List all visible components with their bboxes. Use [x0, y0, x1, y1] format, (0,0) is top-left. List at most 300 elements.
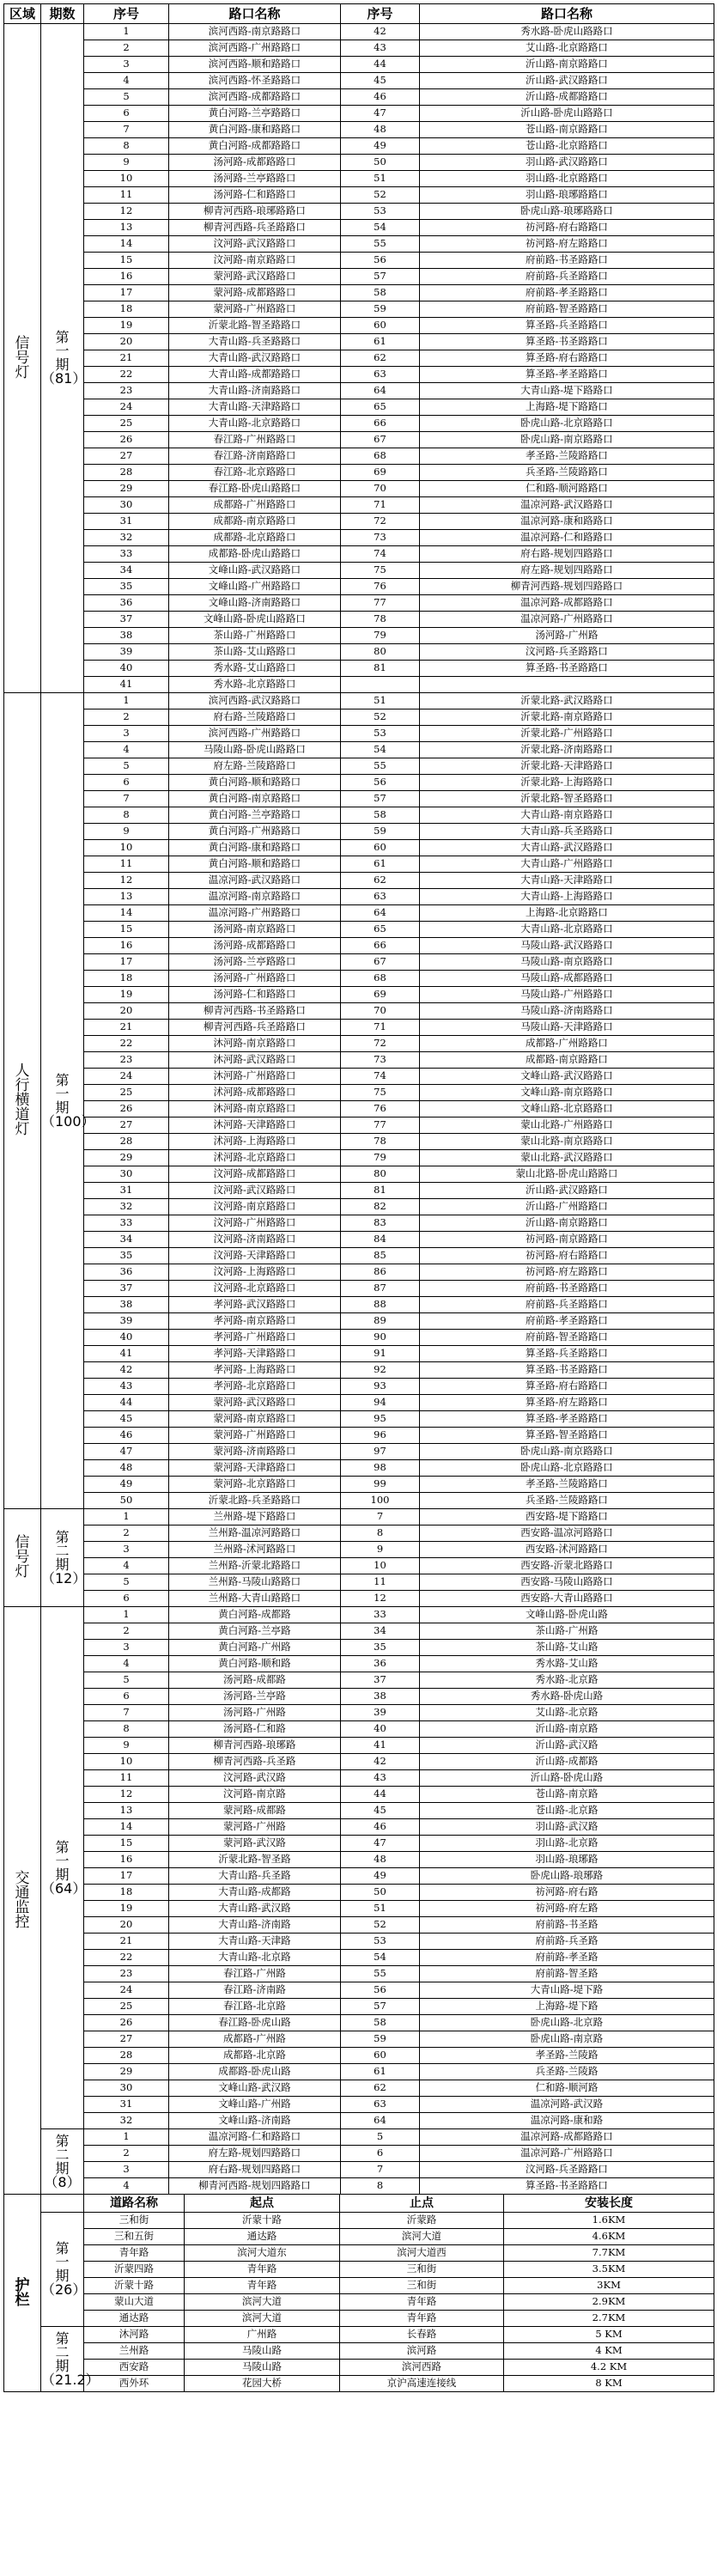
- table-row: [4, 138, 714, 155]
- row-number: 65: [341, 922, 420, 938]
- intersection-name: 文峰山路-广州路: [169, 2097, 341, 2113]
- intersection-name: 大青山路-广州路路口: [420, 856, 714, 873]
- table-row: [4, 1477, 714, 1493]
- row-number: 5: [341, 2129, 420, 2146]
- intersection-name: 府前路-兵圣路路口: [420, 1297, 714, 1313]
- table-row: [4, 1917, 714, 1934]
- table-row: [4, 1346, 714, 1362]
- row-number: 7: [341, 2162, 420, 2178]
- row-number: 59: [341, 824, 420, 840]
- table-row: [4, 448, 714, 465]
- empty-cell: [420, 677, 714, 693]
- intersection-name: 府前路-智圣路路口: [420, 1330, 714, 1346]
- intersection-name: 秀水路-艾山路路口: [169, 661, 341, 677]
- intersection-name: 孝河路-上海路路口: [169, 1362, 341, 1379]
- end-point: 青年路: [340, 2294, 504, 2311]
- period-label: 第 一 期: [55, 1838, 70, 1883]
- row-number: 77: [341, 1117, 420, 1134]
- row-number: 22: [84, 1036, 169, 1052]
- row-number: 29: [84, 2064, 169, 2080]
- row-number: 60: [341, 2048, 420, 2064]
- row-number: 2: [84, 40, 169, 57]
- intersection-name: 汤河路-兰亭路路口: [169, 954, 341, 971]
- intersection-name: 茶山路-广州路路口: [169, 628, 341, 644]
- table-row: [4, 1885, 714, 1901]
- intersection-name: 温凉河路-康和路: [420, 2113, 714, 2129]
- intersection-name: 柳青河西路-琅琊路路口: [169, 204, 341, 220]
- intersection-name: 沂蒙北路-智圣路路口: [169, 318, 341, 334]
- intersection-name: 黄白河路-兰亭路路口: [169, 106, 341, 122]
- row-number: 20: [84, 334, 169, 350]
- intersection-name: 滨河西路-怀圣路路口: [169, 73, 341, 89]
- row-number: 8: [84, 138, 169, 155]
- table-row: [4, 693, 714, 709]
- intersection-name: 算圣路-孝圣路路口: [420, 367, 714, 383]
- table-row: [4, 1607, 714, 1623]
- row-number: 24: [84, 1069, 169, 1085]
- table-row: [4, 1150, 714, 1166]
- end-point: 青年路: [340, 2311, 504, 2327]
- intersection-name: 祊河路-府右路: [420, 1885, 714, 1901]
- intersection-name: 秀水路-北京路: [420, 1672, 714, 1689]
- row-number: 17: [84, 285, 169, 301]
- intersection-name: 蒙河路-广州路: [169, 1819, 341, 1836]
- intersection-name: 算圣路-兵圣路路口: [420, 318, 714, 334]
- row-number: 7: [84, 1705, 169, 1721]
- row-number: 89: [341, 1313, 420, 1330]
- row-number: 39: [84, 1313, 169, 1330]
- table-row: [4, 1166, 714, 1183]
- intersection-name: 成都路-南京路路口: [420, 1052, 714, 1069]
- intersection-name: 孝圣路-兰陵路路口: [420, 1477, 714, 1493]
- guardrail-table: [3, 2194, 714, 2392]
- row-number: 14: [84, 1819, 169, 1836]
- row-number: 22: [84, 367, 169, 383]
- row-number: 64: [341, 383, 420, 399]
- row-number: 2: [84, 2146, 169, 2162]
- table-row: [4, 1313, 714, 1330]
- intersection-name: 卧虎山路-北京路路口: [420, 416, 714, 432]
- header-name-right: 路口名称: [420, 4, 714, 24]
- intersection-name: 温凉河路-南京路路口: [169, 889, 341, 905]
- table-row: [4, 1264, 714, 1281]
- table-row: [4, 334, 714, 350]
- area-cell: [4, 2195, 41, 2392]
- intersection-name: 温凉河路-成都路路口: [420, 2129, 714, 2146]
- intersection-name: 柳青河西路-规划四路路口: [420, 579, 714, 595]
- table-row: [4, 709, 714, 726]
- row-number: 18: [84, 971, 169, 987]
- guardrail-row: [4, 2327, 714, 2343]
- area-cell: [4, 24, 41, 693]
- intersection-name: 汶河路-武汉路路口: [169, 1183, 341, 1199]
- table-row: [4, 1852, 714, 1868]
- table-row: [4, 2162, 714, 2178]
- intersection-name: 文峰山路-济南路路口: [169, 595, 341, 612]
- row-number: 53: [341, 204, 420, 220]
- intersection-name: 蒙河路-南京路路口: [169, 1411, 341, 1428]
- table-row: [4, 530, 714, 546]
- intersection-name: 柳青河西路-书圣路路口: [169, 1003, 341, 1020]
- guardrail-row: [4, 2262, 714, 2278]
- period-label: 第 二 期: [55, 2132, 70, 2177]
- table-row: [4, 481, 714, 497]
- intersection-name: 西安路-沂蒙北路路口: [420, 1558, 714, 1574]
- table-row: [4, 873, 714, 889]
- intersection-name: 大青山路-天津路路口: [420, 873, 714, 889]
- row-number: 55: [341, 758, 420, 775]
- intersection-name: 卧虎山路-北京路路口: [420, 1460, 714, 1477]
- row-number: 93: [341, 1379, 420, 1395]
- table-row: [4, 791, 714, 807]
- intersection-name: 卧虎山路-南京路: [420, 2031, 714, 2048]
- table-row: [4, 1999, 714, 2015]
- start-point: 滨河大道: [185, 2311, 340, 2327]
- intersection-name: 大青山路-北京路路口: [169, 416, 341, 432]
- row-number: 32: [84, 530, 169, 546]
- install-length: 5 KM: [504, 2327, 714, 2343]
- road-name: 沂蒙四路: [84, 2262, 185, 2278]
- intersection-name: 春江路-广州路: [169, 1966, 341, 1982]
- row-number: 59: [341, 301, 420, 318]
- row-number: 51: [341, 171, 420, 187]
- header-start: 起点: [185, 2195, 340, 2213]
- intersection-name: 沂山路-广州路路口: [420, 1199, 714, 1215]
- row-number: 44: [341, 1787, 420, 1803]
- intersection-name: 算圣路-书圣路路口: [420, 661, 714, 677]
- row-number: 97: [341, 1444, 420, 1460]
- row-number: 32: [84, 1199, 169, 1215]
- table-row: [4, 1362, 714, 1379]
- row-number: 81: [341, 1183, 420, 1199]
- install-length: 4.2 KM: [504, 2360, 714, 2376]
- intersection-name: 沂山路-南京路: [420, 1721, 714, 1738]
- intersection-name: 汤河路-兰亭路: [169, 1689, 341, 1705]
- intersection-name: 马陵山路-南京路路口: [420, 954, 714, 971]
- table-row: [4, 399, 714, 416]
- row-number: 54: [341, 742, 420, 758]
- intersection-name: 文峰山路-武汉路路口: [420, 1069, 714, 1085]
- row-number: 42: [341, 24, 420, 40]
- table-row: [4, 1509, 714, 1526]
- start-point: 马陵山路: [185, 2360, 340, 2376]
- table-row: [4, 122, 714, 138]
- row-number: 5: [84, 1574, 169, 1591]
- row-number: 12: [84, 1787, 169, 1803]
- table-row: [4, 1199, 714, 1215]
- table-row: [4, 1330, 714, 1346]
- intersection-name: 府右路-兰陵路路口: [169, 709, 341, 726]
- intersection-name: 算圣路-书圣路路口: [420, 334, 714, 350]
- area-cell: [4, 1509, 41, 1607]
- row-number: 13: [84, 889, 169, 905]
- table-row: [4, 1591, 714, 1607]
- row-number: 25: [84, 1999, 169, 2015]
- intersection-name: 兵圣路-兰陵路: [420, 2064, 714, 2080]
- install-length: 8 KM: [504, 2376, 714, 2392]
- intersection-name: 春江路-济南路: [169, 1982, 341, 1999]
- road-name: 沐河路: [84, 2327, 185, 2343]
- table-row: [4, 1085, 714, 1101]
- row-number: 41: [84, 1346, 169, 1362]
- intersection-name: 秀水路-艾山路: [420, 1656, 714, 1672]
- row-number: 81: [341, 661, 420, 677]
- row-number: 21: [84, 350, 169, 367]
- intersection-name: 沭河路-成都路路口: [169, 1085, 341, 1101]
- row-number: 1: [84, 1607, 169, 1623]
- intersection-name: 大青山路-南京路路口: [420, 807, 714, 824]
- intersection-name: 汶河路-济南路路口: [169, 1232, 341, 1248]
- intersection-name: 卧虎山路-北京路: [420, 2015, 714, 2031]
- table-row: [4, 1672, 714, 1689]
- header-no-left: 序号: [84, 4, 169, 24]
- header-end: 止点: [340, 2195, 504, 2213]
- row-number: 10: [84, 171, 169, 187]
- end-point: 滨河大道西: [340, 2245, 504, 2262]
- intersection-name: 府左路-规划四路路口: [420, 563, 714, 579]
- intersection-name: 祊河路-府左路: [420, 1901, 714, 1917]
- period-count: （100）: [41, 1112, 95, 1130]
- table-row: [4, 1803, 714, 1819]
- table-row: [4, 824, 714, 840]
- period-cell: [41, 2213, 87, 2327]
- table-row: [4, 2080, 714, 2097]
- row-number: 62: [341, 873, 420, 889]
- row-number: 38: [84, 628, 169, 644]
- row-number: 55: [341, 1966, 420, 1982]
- row-number: 21: [84, 1020, 169, 1036]
- intersection-name: 黄白河路-顺和路路口: [169, 775, 341, 791]
- row-number: 40: [341, 1721, 420, 1738]
- row-number: 29: [84, 481, 169, 497]
- table-row: [4, 73, 714, 89]
- intersection-name: 兰州路-大青山路路口: [169, 1591, 341, 1607]
- intersection-name: 温凉河路-武汉路路口: [420, 497, 714, 514]
- install-length: 1.6KM: [504, 2213, 714, 2229]
- row-number: 30: [84, 497, 169, 514]
- table-row: [4, 2178, 714, 2195]
- row-number: 72: [341, 514, 420, 530]
- table-row: [4, 1787, 714, 1803]
- intersection-name: 府前路-兵圣路路口: [420, 269, 714, 285]
- intersection-name: 府前路-智圣路: [420, 1966, 714, 1982]
- table-row: [4, 1134, 714, 1150]
- row-number: 43: [341, 40, 420, 57]
- intersection-name: 温凉河路-武汉路: [420, 2097, 714, 2113]
- intersection-name: 沂蒙北路-广州路路口: [420, 726, 714, 742]
- row-number: 70: [341, 481, 420, 497]
- row-number: 12: [84, 873, 169, 889]
- table-row: [4, 987, 714, 1003]
- table-row: [4, 1281, 714, 1297]
- row-number: 46: [341, 1819, 420, 1836]
- row-number: 10: [84, 1754, 169, 1770]
- row-number: 12: [84, 204, 169, 220]
- area-label: 交 通 监 控: [15, 1869, 30, 1931]
- area-label: 人 行 横 道 灯: [15, 1063, 30, 1138]
- intersection-name: 府左路-兰陵路路口: [169, 758, 341, 775]
- row-number: 66: [341, 416, 420, 432]
- row-number: 95: [341, 1411, 420, 1428]
- intersection-name: 温凉河路-康和路路口: [420, 514, 714, 530]
- table-row: [4, 1705, 714, 1721]
- row-number: 16: [84, 1852, 169, 1868]
- intersection-name: 黄白河路-广州路: [169, 1640, 341, 1656]
- guardrail-row: [4, 2376, 714, 2392]
- row-number: 32: [84, 2113, 169, 2129]
- row-number: 40: [84, 1330, 169, 1346]
- row-number: 75: [341, 563, 420, 579]
- intersection-name: 文峰山路-卧虎山路路口: [169, 612, 341, 628]
- table-row: [4, 432, 714, 448]
- row-number: 23: [84, 383, 169, 399]
- row-number: 9: [84, 155, 169, 171]
- install-length: 3KM: [504, 2278, 714, 2294]
- intersection-name: 蒙河路-天津路路口: [169, 1460, 341, 1477]
- intersection-name: 沭河路-上海路路口: [169, 1134, 341, 1150]
- road-name: 通达路: [84, 2311, 185, 2327]
- row-number: 82: [341, 1199, 420, 1215]
- table-row: [4, 1934, 714, 1950]
- intersection-name: 沂山路-武汉路路口: [420, 73, 714, 89]
- row-number: 45: [84, 1411, 169, 1428]
- row-number: 3: [84, 57, 169, 73]
- intersection-name: 羽山路-武汉路: [420, 1819, 714, 1836]
- intersection-name: 汶河路-上海路路口: [169, 1264, 341, 1281]
- intersection-name: 春江路-卧虎山路: [169, 2015, 341, 2031]
- row-number: 94: [341, 1395, 420, 1411]
- row-number: 25: [84, 416, 169, 432]
- table-row: [4, 57, 714, 73]
- empty-cell: [41, 2195, 84, 2213]
- intersection-name: 汤河路-成都路路口: [169, 938, 341, 954]
- table-row: [4, 1574, 714, 1591]
- table-row: [4, 269, 714, 285]
- period-count: （12）: [41, 1569, 87, 1586]
- intersection-name: 大青山路-武汉路: [169, 1901, 341, 1917]
- table-header: [4, 4, 714, 24]
- row-number: 58: [341, 807, 420, 824]
- table-row: [4, 775, 714, 791]
- table-row: [4, 677, 714, 693]
- row-number: 36: [341, 1656, 420, 1672]
- table-row: [4, 236, 714, 253]
- guardrail-row: [4, 2343, 714, 2360]
- row-number: 24: [84, 399, 169, 416]
- row-number: 70: [341, 1003, 420, 1020]
- row-number: 74: [341, 546, 420, 563]
- end-point: 滨河西路: [340, 2360, 504, 2376]
- start-point: 广州路: [185, 2327, 340, 2343]
- table-row: [4, 1982, 714, 1999]
- intersection-name: 温凉河路-成都路路口: [420, 595, 714, 612]
- intersection-name: 祊河路-府左路路口: [420, 1264, 714, 1281]
- table-row: [4, 350, 714, 367]
- intersection-name: 苍山路-北京路路口: [420, 138, 714, 155]
- intersection-name: 蒙山北路-南京路路口: [420, 1134, 714, 1150]
- row-number: 26: [84, 2015, 169, 2031]
- intersection-name: 沐河路-南京路路口: [169, 1101, 341, 1117]
- intersection-name: 沂山路-卧虎山路: [420, 1770, 714, 1787]
- intersection-name: 苍山路-南京路路口: [420, 122, 714, 138]
- row-number: 68: [341, 971, 420, 987]
- row-number: 16: [84, 938, 169, 954]
- row-number: 75: [341, 1085, 420, 1101]
- intersection-name: 沂蒙北路-南京路路口: [420, 709, 714, 726]
- intersection-name: 大青山路-兵圣路路口: [420, 824, 714, 840]
- row-number: 67: [341, 954, 420, 971]
- intersection-name: 成都路-南京路路口: [169, 514, 341, 530]
- row-number: 60: [341, 318, 420, 334]
- period-label: 第 一 期: [55, 2240, 70, 2284]
- table-row: [4, 1003, 714, 1020]
- row-number: 8: [341, 2178, 420, 2195]
- row-number: 78: [341, 1134, 420, 1150]
- row-number: 1: [84, 693, 169, 709]
- table-row: [4, 1379, 714, 1395]
- table-row: [4, 922, 714, 938]
- table-row: [4, 1215, 714, 1232]
- area-label: 信 号 灯: [15, 334, 30, 381]
- intersection-name: 黄白河路-康和路路口: [169, 840, 341, 856]
- intersection-name: 汤河路-仁和路路口: [169, 987, 341, 1003]
- intersection-name: 马陵山路-天津路路口: [420, 1020, 714, 1036]
- row-number: 35: [84, 579, 169, 595]
- row-number: 80: [341, 644, 420, 661]
- intersection-name: 温凉河路-广州路路口: [420, 2146, 714, 2162]
- intersection-name: 羽山路-北京路: [420, 1836, 714, 1852]
- table-row: [4, 1428, 714, 1444]
- start-point: 通达路: [185, 2229, 340, 2245]
- header-name-left: 路口名称: [169, 4, 341, 24]
- row-number: 42: [84, 1362, 169, 1379]
- row-number: 36: [84, 595, 169, 612]
- end-point: 沂蒙路: [340, 2213, 504, 2229]
- table-row: [4, 1248, 714, 1264]
- intersection-name: 文峰山路-北京路路口: [420, 1101, 714, 1117]
- intersection-name: 黄白河路-兰亭路路口: [169, 807, 341, 824]
- row-number: 11: [84, 187, 169, 204]
- table-row: [4, 1444, 714, 1460]
- intersection-name: 汶河路-兵圣路路口: [420, 2162, 714, 2178]
- row-number: 59: [341, 2031, 420, 2048]
- row-number: 35: [341, 1640, 420, 1656]
- row-number: 64: [341, 2113, 420, 2129]
- table-row: [4, 807, 714, 824]
- row-number: 48: [341, 122, 420, 138]
- header-no-right: 序号: [341, 4, 420, 24]
- row-number: 65: [341, 399, 420, 416]
- intersection-name: 汶河路-北京路路口: [169, 1281, 341, 1297]
- table-row: [4, 1069, 714, 1085]
- row-number: 80: [341, 1166, 420, 1183]
- row-number: 74: [341, 1069, 420, 1085]
- row-number: 69: [341, 465, 420, 481]
- table-row: [4, 2015, 714, 2031]
- intersection-name: 兰州路-堤下路路口: [169, 1509, 341, 1526]
- intersection-name: 汶河路-兵圣路路口: [420, 644, 714, 661]
- row-number: 5: [84, 758, 169, 775]
- row-number: 3: [84, 2162, 169, 2178]
- table-row: [4, 497, 714, 514]
- intersection-name: 春江路-卧虎山路路口: [169, 481, 341, 497]
- table-row: [4, 1395, 714, 1411]
- intersection-name: 汶河路-南京路路口: [169, 253, 341, 269]
- table-row: [4, 1623, 714, 1640]
- row-number: 6: [84, 1689, 169, 1705]
- intersection-name: 滨河西路-广州路路口: [169, 40, 341, 57]
- install-length: 2.9KM: [504, 2294, 714, 2311]
